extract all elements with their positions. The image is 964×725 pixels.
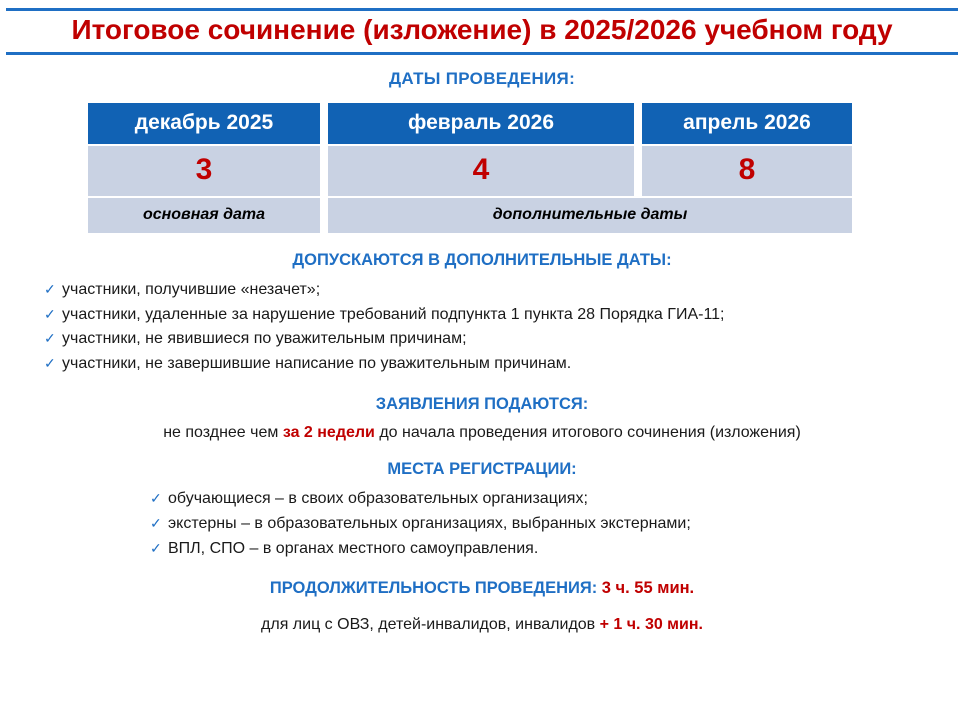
- admission-list: [44, 278, 964, 377]
- list-item-label: участники, не завершившие написание по уважительным причинам.: [62, 355, 572, 373]
- check-icon: ✓: [150, 489, 162, 506]
- page-title-bar: [6, 8, 958, 55]
- list-item: [150, 487, 964, 512]
- applications-text-after: до начала проведения итогового сочинения (изложения): [374, 423, 801, 441]
- ovz-value: + 1 ч. 30 мин.: [599, 616, 703, 634]
- dates-heading: ДАТЫ ПРОВЕДЕНИЯ:: [388, 68, 576, 88]
- label-cell-main-date: основная дата: [88, 198, 320, 233]
- registration-list: [150, 487, 964, 561]
- ovz-text: для лиц с ОВЗ, детей-инвалидов, инвалидов: [261, 616, 600, 634]
- list-item-label: ВПЛ, СПО – в органах местного самоуправления.: [168, 539, 539, 557]
- applications-highlight: за 2 недели: [282, 423, 375, 441]
- check-icon: ✓: [150, 514, 162, 531]
- dates-label-row: [88, 198, 876, 233]
- admission-heading: ДОПУСКАЮТСЯ В ДОПОЛНИТЕЛЬНЫЕ ДАТЫ:: [292, 250, 672, 269]
- list-item-label: обучающиеся – в своих образовательных организациях;: [168, 489, 588, 507]
- duration-label: ПРОДОЛЖИТЕЛЬНОСТЬ ПРОВЕДЕНИЯ:: [269, 579, 602, 598]
- slide-page: [0, 8, 964, 725]
- day-cell-december: 3: [88, 146, 320, 196]
- applications-text: [0, 424, 964, 442]
- duration-value: 3 ч. 55 мин.: [601, 579, 695, 598]
- check-icon: ✓: [44, 305, 56, 322]
- label-cell-additional-dates: дополнительные даты: [328, 198, 852, 233]
- page-title: Итоговое сочинение (изложение) в 2025/2026 учебном году: [71, 14, 893, 45]
- check-icon: ✓: [150, 539, 162, 556]
- month-cell-february: февраль 2026: [328, 103, 634, 144]
- check-icon: ✓: [44, 330, 56, 347]
- applications-text-before: не позднее чем: [163, 423, 283, 441]
- list-item: [150, 537, 964, 562]
- list-item: [44, 352, 964, 377]
- ovz-line: [0, 616, 964, 634]
- list-item: [44, 327, 964, 352]
- list-item-label: участники, получившие «незачет»;: [62, 280, 321, 298]
- duration-line: [0, 579, 964, 598]
- month-cell-december: декабрь 2025: [88, 103, 320, 144]
- applications-heading: ЗАЯВЛЕНИЯ ПОДАЮТСЯ:: [375, 394, 589, 413]
- registration-heading: МЕСТА РЕГИСТРАЦИИ:: [387, 459, 577, 478]
- day-cell-february: 4: [328, 146, 634, 196]
- dates-table: [88, 103, 876, 233]
- month-cell-april: апрель 2026: [642, 103, 852, 144]
- list-item-label: экстерны – в образовательных организациях, выбранных экстернами;: [168, 514, 691, 532]
- check-icon: ✓: [44, 355, 56, 372]
- list-item: [150, 512, 964, 537]
- dates-month-row: [88, 103, 876, 144]
- list-item: [44, 303, 964, 328]
- day-cell-april: 8: [642, 146, 852, 196]
- check-icon: ✓: [44, 280, 56, 297]
- list-item: [44, 278, 964, 303]
- list-item-label: участники, удаленные за нарушение требований подпункта 1 пункта 28 Порядка ГИА-11;: [62, 305, 725, 323]
- list-item-label: участники, не явившиеся по уважительным причинам;: [62, 330, 467, 348]
- dates-day-row: [88, 146, 876, 196]
